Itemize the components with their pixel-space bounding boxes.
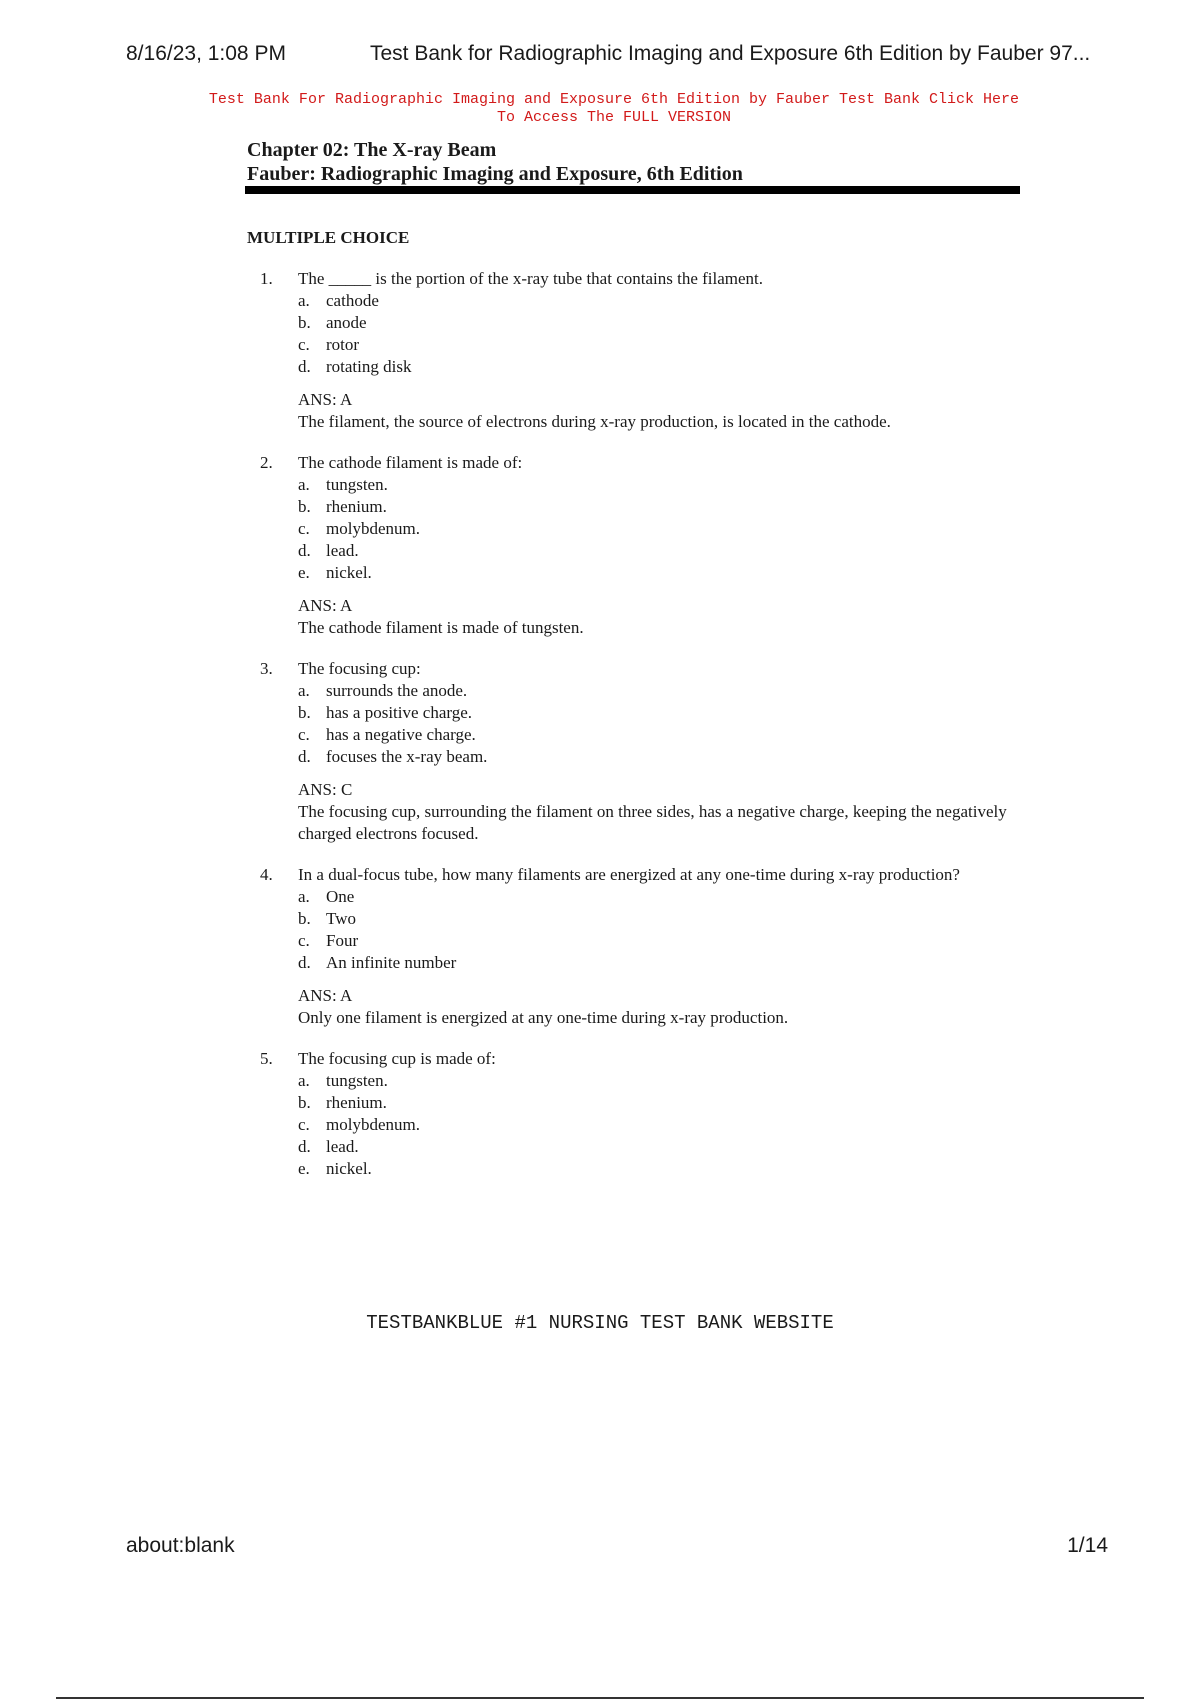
answer-option (298, 1136, 1020, 1158)
question-item (260, 1048, 1020, 1180)
answer-option (298, 312, 1020, 334)
option-text: nickel. (326, 1159, 372, 1178)
print-page-title: Test Bank for Radiographic Imaging and Exposure 6th Edition by Fauber 97... (370, 42, 1091, 65)
option-text: surrounds the anode. (326, 681, 468, 700)
option-text: rhenium. (326, 497, 387, 516)
answer-option (298, 334, 1020, 356)
option-text: lead. (326, 541, 359, 560)
promo-line-1: Test Bank For Radiographic Imaging and Exposure 6th Edition by Fauber Test Bank Click Here (208, 91, 1020, 108)
print-url: about:blank (126, 1534, 235, 1557)
question-stem (260, 658, 1020, 680)
question-number: 5. (260, 1049, 273, 1068)
answer-options (298, 1070, 1020, 1180)
question-text: The _____ is the portion of the x-ray tube that contains the filament. (298, 269, 764, 288)
option-text: has a positive charge. (326, 703, 473, 722)
question-text: The focusing cup is made of: (298, 1049, 496, 1068)
option-text: Four (326, 931, 359, 950)
option-text: An infinite number (326, 953, 457, 972)
option-letter: c. (298, 335, 310, 354)
book-title: Fauber: Radiographic Imaging and Exposure, 6th Edition (247, 163, 743, 185)
answer-option (298, 356, 1020, 378)
answer-options (298, 886, 1020, 974)
option-letter: a. (298, 1071, 310, 1090)
answer-key: ANS: A (298, 390, 353, 409)
option-text: rhenium. (326, 1093, 387, 1112)
option-text: Two (326, 909, 356, 928)
bottom-divider (56, 1697, 1144, 1699)
answer-option (298, 746, 1020, 768)
answer-block (298, 595, 1020, 639)
answer-option (298, 1158, 1020, 1180)
option-letter: c. (298, 725, 310, 744)
option-letter: b. (298, 703, 311, 722)
option-letter: a. (298, 887, 310, 906)
chapter-title: Chapter 02: The X-ray Beam (247, 139, 497, 161)
option-letter: e. (298, 1159, 310, 1178)
option-letter: d. (298, 747, 311, 766)
answer-key: ANS: A (298, 986, 353, 1005)
option-letter: c. (298, 1115, 310, 1134)
option-letter: b. (298, 313, 311, 332)
footer-site-text: TESTBANKBLUE #1 NURSING TEST BANK WEBSITE (366, 1312, 834, 1334)
answer-option (298, 930, 1020, 952)
answer-option (298, 1092, 1020, 1114)
option-letter: e. (298, 563, 310, 582)
answer-block (298, 779, 1020, 845)
question-number: 4. (260, 865, 273, 884)
question-text: The focusing cup: (298, 659, 421, 678)
question-stem (260, 452, 1020, 474)
option-text: has a negative charge. (326, 725, 476, 744)
section-heading: MULTIPLE CHOICE (247, 228, 410, 247)
answer-option (298, 952, 1020, 974)
answer-option (298, 908, 1020, 930)
answer-options (298, 680, 1020, 768)
answer-key: ANS: A (298, 596, 353, 615)
question-item (260, 452, 1020, 639)
option-text: focuses the x-ray beam. (326, 747, 488, 766)
answer-key: ANS: C (298, 780, 353, 799)
answer-block (298, 389, 1020, 433)
question-list (260, 268, 1020, 1199)
answer-options (298, 290, 1020, 378)
question-number: 3. (260, 659, 273, 678)
answer-option (298, 886, 1020, 908)
page-indicator: 1/14 (1067, 1534, 1108, 1557)
answer-option (298, 702, 1020, 724)
answer-option (298, 1070, 1020, 1092)
chapter-header (247, 138, 743, 186)
header-rule (245, 186, 1020, 194)
promo-line-2: To Access The FULL VERSION (496, 109, 732, 126)
answer-option (298, 680, 1020, 702)
option-text: tungsten. (326, 1071, 388, 1090)
option-text: molybdenum. (326, 1115, 420, 1134)
option-letter: d. (298, 953, 311, 972)
answer-rationale: Only one filament is energized at any one-time during x-ray production. (298, 1008, 789, 1027)
option-text: lead. (326, 1137, 359, 1156)
answer-option (298, 474, 1020, 496)
option-text: nickel. (326, 563, 372, 582)
option-text: rotating disk (326, 357, 412, 376)
question-item (260, 864, 1020, 1029)
question-stem (260, 1048, 1020, 1070)
option-letter: a. (298, 475, 310, 494)
option-text: rotor (326, 335, 360, 354)
question-number: 2. (260, 453, 273, 472)
promo-link[interactable] (130, 91, 1098, 127)
question-number: 1. (260, 269, 273, 288)
option-text: One (326, 887, 355, 906)
option-letter: c. (298, 519, 310, 538)
option-letter: b. (298, 1093, 311, 1112)
option-letter: c. (298, 931, 310, 950)
option-letter: a. (298, 291, 310, 310)
option-text: tungsten. (326, 475, 388, 494)
option-letter: d. (298, 541, 311, 560)
answer-option (298, 724, 1020, 746)
option-letter: d. (298, 1137, 311, 1156)
answer-rationale: The focusing cup, surrounding the filament on three sides, has a negative charge, keeping the negatively charged electrons focused. (298, 802, 1007, 843)
answer-option (298, 290, 1020, 312)
answer-options (298, 474, 1020, 584)
question-stem (260, 864, 1020, 886)
option-text: anode (326, 313, 367, 332)
answer-block (298, 985, 1020, 1029)
question-text: In a dual-focus tube, how many filaments are energized at any one-time during x-ray production? (298, 865, 960, 884)
option-letter: b. (298, 497, 311, 516)
answer-rationale: The cathode filament is made of tungsten. (298, 618, 584, 637)
question-item (260, 658, 1020, 845)
option-letter: b. (298, 909, 311, 928)
answer-rationale: The filament, the source of electrons during x-ray production, is located in the cathode. (298, 412, 891, 431)
answer-option (298, 540, 1020, 562)
option-text: molybdenum. (326, 519, 420, 538)
option-letter: a. (298, 681, 310, 700)
answer-option (298, 1114, 1020, 1136)
question-text: The cathode filament is made of: (298, 453, 523, 472)
answer-option (298, 518, 1020, 540)
answer-option (298, 562, 1020, 584)
answer-option (298, 496, 1020, 518)
option-text: cathode (326, 291, 379, 310)
question-item (260, 268, 1020, 433)
question-stem (260, 268, 1020, 290)
option-letter: d. (298, 357, 311, 376)
print-datetime: 8/16/23, 1:08 PM (126, 42, 286, 65)
